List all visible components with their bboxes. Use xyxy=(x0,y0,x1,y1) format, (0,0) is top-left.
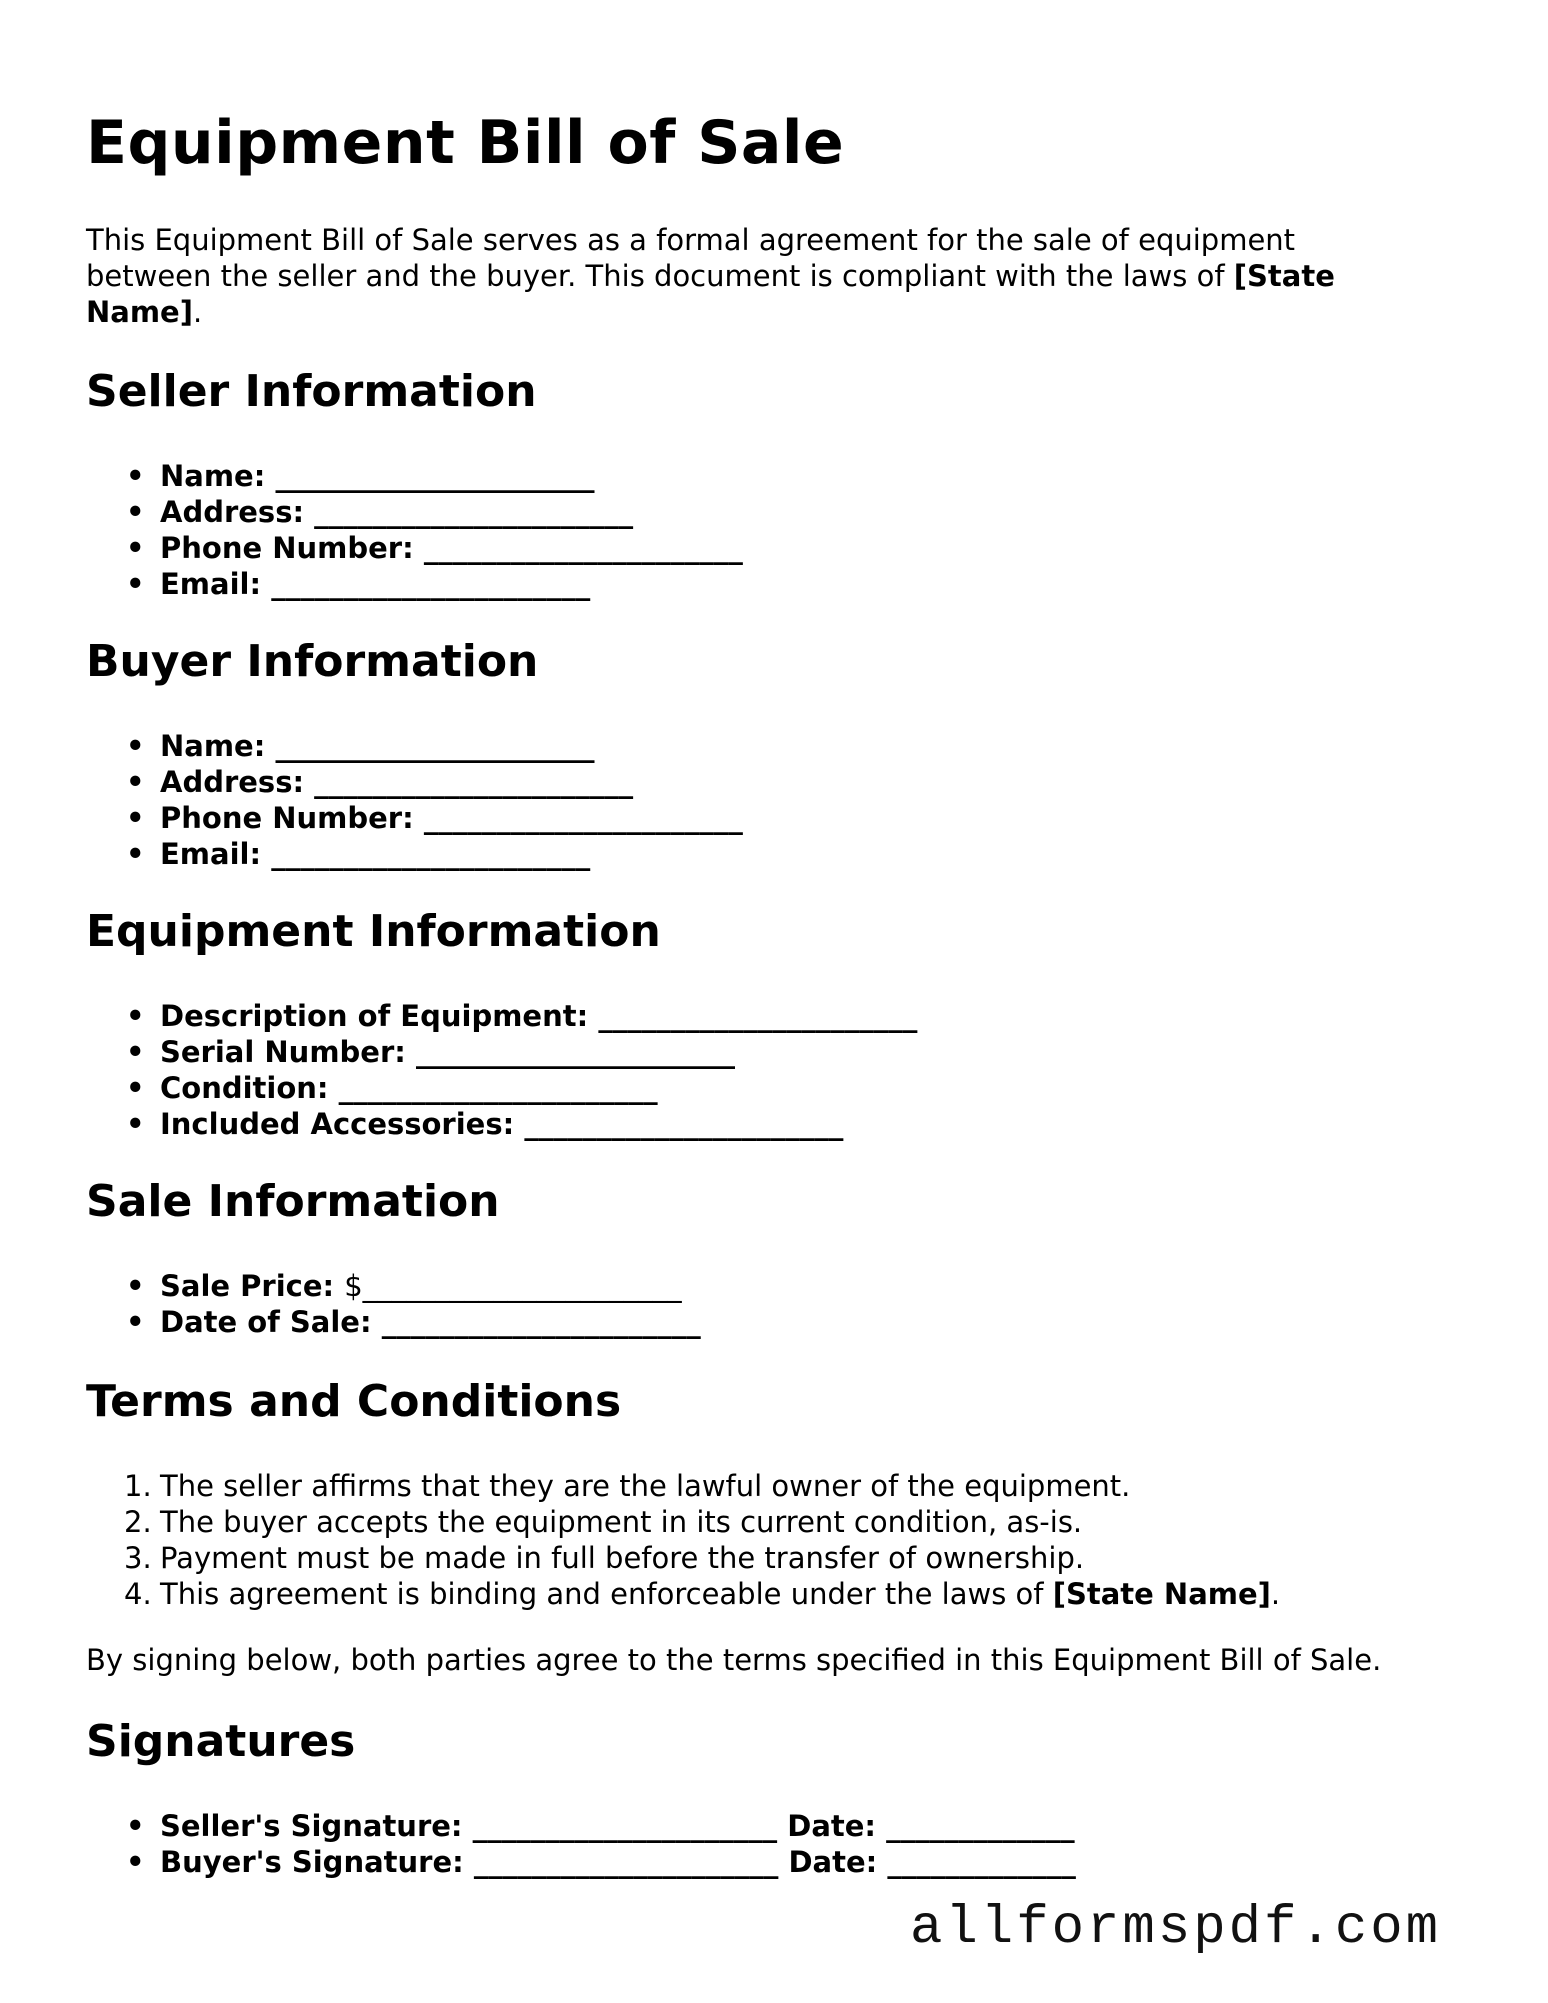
equipment-condition-field[interactable] xyxy=(86,1070,917,1106)
field-blank[interactable]: $______________________ xyxy=(344,1269,682,1303)
document-title: Equipment Bill of Sale xyxy=(86,108,845,178)
signature-blank[interactable]: _____________________ xyxy=(472,1809,778,1843)
date-blank[interactable]: _____________ xyxy=(886,1809,1075,1843)
date-label: Date: xyxy=(787,1809,877,1843)
signature-fields xyxy=(86,1808,1076,1880)
sale-date-field[interactable] xyxy=(86,1304,701,1340)
intro-state-name: [State Name] xyxy=(86,259,1335,329)
field-label: Included Accessories: xyxy=(160,1107,515,1141)
bullet-icon: • xyxy=(126,1845,145,1879)
field-label: Address: xyxy=(160,765,305,799)
equipment-serial-field[interactable] xyxy=(86,1034,917,1070)
term-number: 3. xyxy=(124,1541,152,1575)
intro-paragraph xyxy=(86,222,1426,330)
field-label: Seller's Signature: xyxy=(160,1809,463,1843)
buyer-heading: Buyer Information xyxy=(86,636,539,687)
buyer-email-field[interactable] xyxy=(86,836,743,872)
term-text: Payment must be made in full before the transfer of ownership. xyxy=(160,1541,1085,1575)
field-blank[interactable]: ______________________ xyxy=(275,459,595,493)
bullet-icon: • xyxy=(126,999,145,1033)
field-label: Phone Number: xyxy=(160,801,414,835)
seller-address-field[interactable] xyxy=(86,494,743,530)
field-blank[interactable]: ______________________ xyxy=(271,567,591,601)
term-item xyxy=(86,1468,1280,1504)
seller-email-field[interactable] xyxy=(86,566,743,602)
bullet-icon: • xyxy=(126,837,145,871)
date-label: Date: xyxy=(788,1845,878,1879)
field-label: Phone Number: xyxy=(160,531,414,565)
field-blank[interactable]: ______________________ xyxy=(598,999,918,1033)
bullet-icon: • xyxy=(126,1809,145,1843)
bullet-icon: • xyxy=(126,495,145,529)
term-end: . xyxy=(1270,1577,1281,1611)
field-label: Buyer's Signature: xyxy=(160,1845,464,1879)
term-text: This agreement is binding and enforceable under the laws of xyxy=(160,1577,1053,1611)
field-blank[interactable]: ______________________ xyxy=(314,495,634,529)
field-blank[interactable]: ______________________ xyxy=(381,1305,701,1339)
bullet-icon: • xyxy=(126,801,145,835)
bullet-icon: • xyxy=(126,531,145,565)
bullet-icon: • xyxy=(126,729,145,763)
bullet-icon: • xyxy=(126,1269,145,1303)
buyer-fields xyxy=(86,728,743,872)
equipment-description-field[interactable] xyxy=(86,998,917,1034)
buyer-address-field[interactable] xyxy=(86,764,743,800)
equipment-fields xyxy=(86,998,917,1142)
buyer-name-field[interactable] xyxy=(86,728,743,764)
bullet-icon: • xyxy=(126,1035,145,1069)
seller-name-field[interactable] xyxy=(86,458,743,494)
field-blank[interactable]: ______________________ xyxy=(271,837,591,871)
equipment-heading: Equipment Information xyxy=(86,906,661,957)
buyer-phone-field[interactable] xyxy=(86,800,743,836)
intro-end: . xyxy=(192,295,203,329)
buyer-signature-field[interactable] xyxy=(86,1844,1076,1880)
field-label: Date of Sale: xyxy=(160,1305,372,1339)
terms-list xyxy=(86,1468,1280,1612)
terms-heading: Terms and Conditions xyxy=(86,1376,622,1427)
seller-heading: Seller Information xyxy=(86,366,537,417)
bullet-icon: • xyxy=(126,1071,145,1105)
field-label: Condition: xyxy=(160,1071,329,1105)
term-number: 4. xyxy=(124,1577,152,1611)
bullet-icon: • xyxy=(126,459,145,493)
term-text: The seller affirms that they are the lawful owner of the equipment. xyxy=(160,1469,1131,1503)
field-blank[interactable]: ______________________ xyxy=(524,1107,844,1141)
closing-statement: By signing below, both parties agree to the terms specified in this Equipment Bill of Sale. xyxy=(86,1643,1382,1677)
term-item xyxy=(86,1504,1280,1540)
bullet-icon: • xyxy=(126,567,145,601)
field-label: Sale Price: xyxy=(160,1269,335,1303)
field-label: Email: xyxy=(160,567,262,601)
signatures-heading: Signatures xyxy=(86,1716,356,1767)
field-label: Description of Equipment: xyxy=(160,999,589,1033)
field-blank[interactable]: ______________________ xyxy=(275,729,595,763)
field-blank[interactable]: ______________________ xyxy=(338,1071,658,1105)
field-label: Name: xyxy=(160,459,266,493)
field-label: Address: xyxy=(160,495,305,529)
term-item xyxy=(86,1576,1280,1612)
term-number: 1. xyxy=(124,1469,152,1503)
date-blank[interactable]: _____________ xyxy=(887,1845,1076,1879)
signature-blank[interactable]: _____________________ xyxy=(473,1845,779,1879)
field-label: Name: xyxy=(160,729,266,763)
watermark: allformspdf.com xyxy=(910,1898,1442,1959)
bullet-icon: • xyxy=(126,1305,145,1339)
sale-price-field[interactable] xyxy=(86,1268,701,1304)
sale-heading: Sale Information xyxy=(86,1176,500,1227)
term-state-name: [State Name] xyxy=(1052,1577,1271,1611)
seller-fields xyxy=(86,458,743,602)
field-blank[interactable]: ______________________ xyxy=(423,531,743,565)
term-number: 2. xyxy=(124,1505,152,1539)
sale-fields xyxy=(86,1268,701,1340)
seller-phone-field[interactable] xyxy=(86,530,743,566)
intro-text: This Equipment Bill of Sale serves as a formal agreement for the sale of equipment between the seller and the buyer. This document is compliant with the laws of xyxy=(86,223,1296,293)
field-label: Email: xyxy=(160,837,262,871)
field-label: Serial Number: xyxy=(160,1035,406,1069)
term-text: The buyer accepts the equipment in its current condition, as-is. xyxy=(160,1505,1083,1539)
term-item xyxy=(86,1540,1280,1576)
field-blank[interactable]: ______________________ xyxy=(314,765,634,799)
equipment-accessories-field[interactable] xyxy=(86,1106,917,1142)
field-blank[interactable]: ______________________ xyxy=(423,801,743,835)
seller-signature-field[interactable] xyxy=(86,1808,1076,1844)
field-blank[interactable]: ______________________ xyxy=(415,1035,735,1069)
bullet-icon: • xyxy=(126,1107,145,1141)
bullet-icon: • xyxy=(126,765,145,799)
